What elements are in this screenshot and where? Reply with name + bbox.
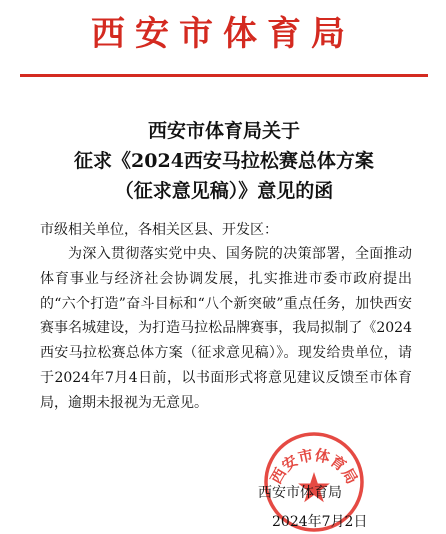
salutation: 市级相关单位，各相关区县、开发区：	[40, 222, 278, 238]
red-divider-rule	[20, 74, 428, 77]
title-line-2: 征求《2024西安马拉松赛总体方案	[74, 150, 374, 172]
letterhead-org-name: 西安市体育局	[91, 14, 355, 54]
issuer-name: 西安市体育局	[258, 485, 342, 501]
body-paragraph: 为深入贯彻落实党中央、国务院的决策部署，全面推动体育事业与经济社会协调发展，扎实推进市委市政府提出的“六个打造”奋斗目标和“八个新突破”重点任务，加快西安赛事名城建设，为打造马拉松品牌赛事，我局拟制了《2024西安马拉松赛总体方案（征求意见稿）》。现发给贵单位，请于2024年7月4日前，以书面形式将意见建议反馈至市体育局，逾期未报视为无意见。	[40, 246, 412, 411]
title-line-1: 西安市体育局关于	[147, 120, 300, 142]
title-line-3: （征求意见稿）》意见的函	[114, 180, 334, 202]
document-title	[20, 116, 428, 206]
issue-date: 2024年7月2日	[272, 514, 368, 530]
seal-text: 西安市体育局	[266, 445, 362, 487]
